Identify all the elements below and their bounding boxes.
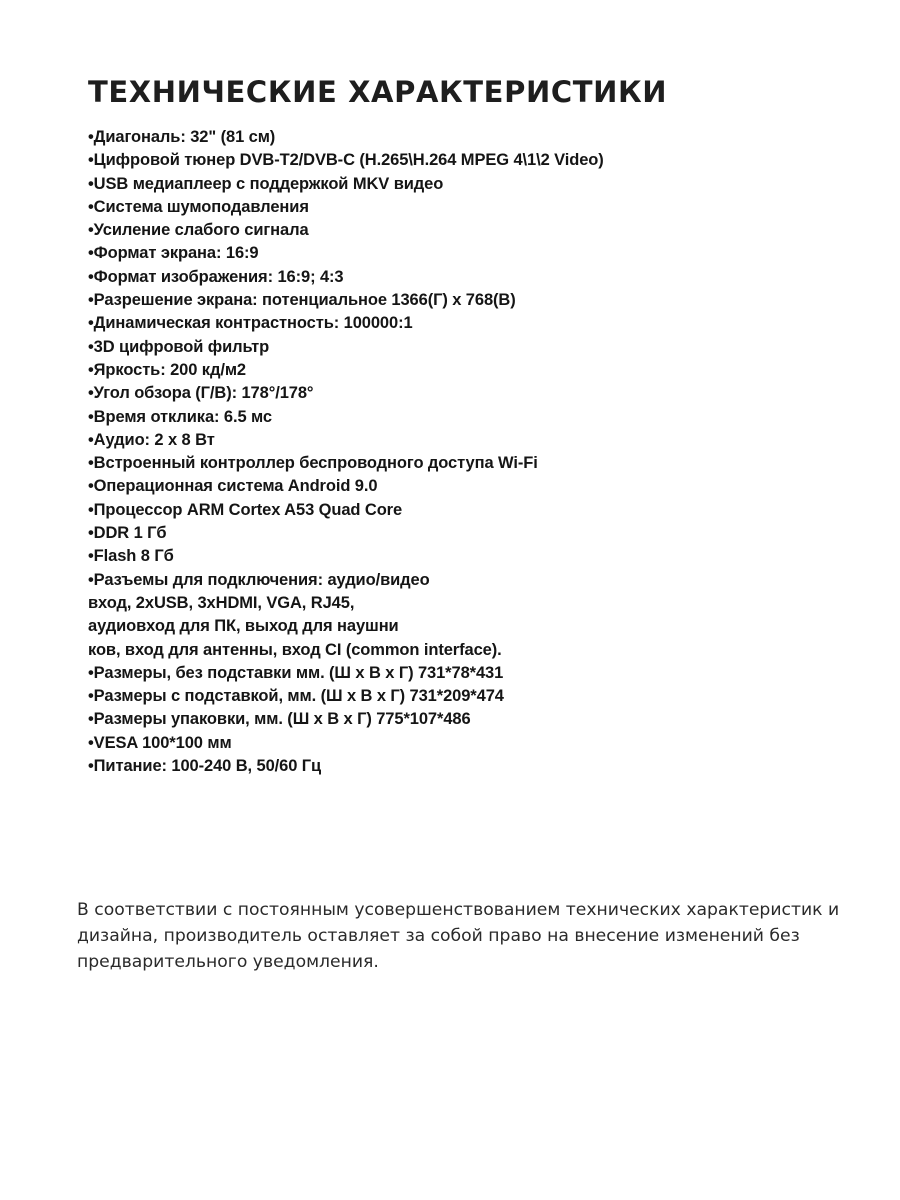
spec-item: •Формат изображения: 16:9; 4:3 [88,267,344,286]
spec-item-continuation: аудиовход для ПК, выход для наушни [88,617,399,636]
spec-item: •Система шумоподавления [88,197,309,216]
spec-item: •Цифровой тюнер DVB-T2/DVB-C (H.265\H.264 MPEG 4\1\2 Video) [88,151,604,170]
spec-item: •Время отклика: 6.5 мс [88,407,272,426]
spec-item: •Диагональ: 32" (81 см) [88,128,276,146]
spec-item: •Встроенный контроллер беспроводного доступа Wi-Fi [88,454,538,473]
spec-item: •VESA 100*100 мм [88,733,232,752]
spec-item: •Разъемы для подключения: аудио/видео [88,570,430,589]
spec-item: •Процессор ARM Cortex A53 Quad Core [88,500,403,519]
spec-item-continuation: вход, 2xUSB, 3xHDMI, VGA, RJ45, [88,593,355,612]
spec-item: •Питание: 100-240 В, 50/60 Гц [88,757,322,776]
spec-list [88,126,604,778]
spec-item: •3D цифровой фильтр [88,337,270,356]
disclaimer-line: В соответствии с постоянным усовершенствованием технических характеристик и [77,900,840,920]
spec-item: •Размеры упаковки, мм. (Ш x В x Г) 775*107*486 [88,710,471,729]
page-title: ТЕХНИЧЕСКИЕ ХАРАКТЕРИСТИКИ [88,75,668,109]
spec-item: •Flash 8 Гб [88,547,174,566]
spec-item: •Усиление слабого сигнала [88,221,309,240]
spec-item: •USB медиаплеер с поддержкой MKV видео [88,174,444,193]
spec-item: •Размеры, без подставки мм. (Ш x В x Г) 731*78*431 [88,663,504,682]
spec-item: •Динамическая контрастность: 100000:1 [88,314,413,333]
spec-item: •Операционная система Android 9.0 [88,477,378,496]
spec-item: •Формат экрана: 16:9 [88,244,259,263]
spec-item: •Разрешение экрана: потенциальное 1366(Г) x 768(В) [88,291,516,310]
disclaimer-line: предварительного уведомления. [77,952,379,972]
disclaimer-line: дизайна, производитель оставляет за собой право на внесение изменений без [77,926,800,946]
spec-item: •Яркость: 200 кд/м2 [88,360,247,379]
spec-item: •Размеры с подставкой, мм. (Ш x В x Г) 731*209*474 [88,687,504,706]
disclaimer-note [77,897,877,975]
spec-item: •DDR 1 Гб [88,524,167,543]
spec-item-continuation: ков, вход для антенны, вход CI (common interface). [88,640,502,659]
spec-item: •Аудио: 2 x 8 Вт [88,430,215,449]
spec-item: •Угол обзора (Г/В): 178°/178° [88,384,314,403]
